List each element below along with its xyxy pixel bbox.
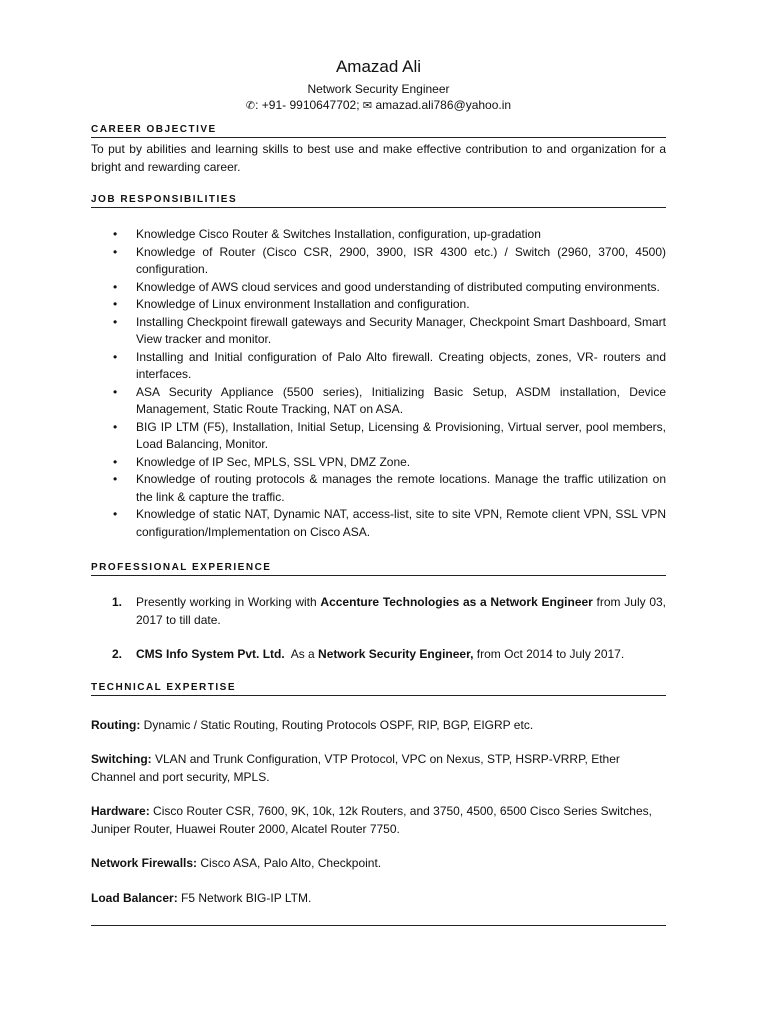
experience-role: Network Security Engineer, [318, 647, 474, 661]
list-item: • Knowledge of Router (Cisco CSR, 2900, 3900, ISR 4300 etc.) / Switch (2960, 3700, 4500) configuration. [136, 244, 666, 279]
experience-company: CMS Info System Pvt. Ltd. [136, 647, 285, 661]
list-item: • Knowledge Cisco Router & Switches Installation, configuration, up-gradation [136, 226, 666, 244]
resume-page [91, 56, 666, 926]
experience-number: 1. [112, 595, 123, 609]
experience-company: Accenture Technologies as a Network Engineer [320, 595, 593, 609]
list-item: • BIG IP LTM (F5), Installation, Initial Setup, Licensing & Provisioning, Virtual server, pool members, Load Balancing, Monitor. [136, 419, 666, 454]
candidate-title: Network Security Engineer [307, 82, 450, 96]
phone-icon: ✆ [245, 100, 256, 112]
list-item: • ASA Security Appliance (5500 series), Initializing Basic Setup, ASDM installation, Device Management, Static Route Tracking, NAT on ASA. [136, 384, 666, 419]
experience-connector: As a [284, 647, 319, 661]
section-professional-experience-heading: PROFESSIONAL EXPERIENCE [91, 561, 666, 576]
career-objective-text: To put by abilities and learning skills to best use and make effective contribution to and organization for a bright and rewarding career. [91, 142, 666, 174]
expertise-label: Routing: [91, 717, 141, 732]
expertise-routing [91, 717, 666, 735]
expertise-label: Network Firewalls: [91, 856, 198, 870]
expertise-hardware [91, 803, 666, 838]
expertise-text: F5 Network BIG-IP LTM. [177, 890, 312, 905]
experience-list [91, 594, 666, 664]
responsibilities-list [91, 226, 666, 541]
list-item: • Knowledge of Linux environment Installation and configuration. [136, 296, 666, 314]
expertise-text: VLAN and Trunk Configuration, VTP Protocol, VPC on Nexus, STP, HSRP-VRRP, Ether Channel and port security, MPLS. [91, 752, 620, 784]
technical-expertise-list [91, 717, 666, 908]
expertise-load-balancer [91, 890, 666, 908]
expertise-label: Hardware: [91, 804, 150, 818]
experience-number: 2. [112, 647, 123, 661]
expertise-label: Load Balancer: [91, 890, 178, 905]
list-item: • Knowledge of static NAT, Dynamic NAT, access-list, site to site VPN, Remote client VPN, SSL VPN configuration/Implementation on Cisco ASA. [136, 506, 666, 541]
expertise-text: Cisco Router CSR, 7600, 9K, 10k, 12k Routers, and 3750, 4500, 6500 Cisco Series Switches, Juniper Router, Huawei Router 2000, Alcatel Router 7750. [91, 804, 652, 836]
expertise-switching [91, 751, 666, 786]
email-address[interactable]: amazad.ali786@yahoo.in [375, 98, 512, 112]
expertise-label: Switching: [91, 752, 152, 766]
bottom-divider [91, 925, 666, 926]
expertise-firewalls [91, 855, 666, 873]
expertise-text: Dynamic / Static Routing, Routing Protocols OSPF, RIP, BGP, EIGRP etc. [140, 717, 534, 732]
list-item: • Installing and Initial configuration of Palo Alto firewall. Creating objects, zones, VR- routers and interfaces. [136, 349, 666, 384]
expertise-text: Cisco ASA, Palo Alto, Checkpoint. [197, 856, 382, 870]
envelope-icon: ✉ [362, 100, 373, 112]
section-job-responsibilities-heading: JOB RESPONSIBILITIES [91, 193, 666, 208]
list-item: • Knowledge of routing protocols & manages the remote locations. Manage the traffic utilization on the link & capture the traffic. [136, 471, 666, 506]
experience-item [112, 594, 667, 629]
list-item: • Installing Checkpoint firewall gateways and Security Manager, Checkpoint Smart Dashboard, Smart View tracker and monitor. [136, 314, 666, 349]
experience-prefix: Presently working in Working with [136, 595, 321, 609]
section-technical-expertise-heading: TECHNICAL EXPERTISE [91, 681, 666, 696]
section-career-objective-heading: CAREER OBJECTIVE [91, 123, 666, 138]
experience-dates: from Oct 2014 to July 2017. [473, 647, 625, 661]
experience-dates: from July 03, 2017 to till date. [136, 595, 667, 627]
contact-line [91, 97, 666, 114]
candidate-name: Amazad Ali [335, 57, 422, 76]
experience-item [112, 646, 666, 664]
list-item: • Knowledge of AWS cloud services and good understanding of distributed computing environments. [136, 279, 666, 297]
list-item: • Knowledge of IP Sec, MPLS, SSL VPN, DMZ Zone. [136, 454, 666, 472]
phone-number: : +91- 9910647702; [255, 98, 360, 112]
